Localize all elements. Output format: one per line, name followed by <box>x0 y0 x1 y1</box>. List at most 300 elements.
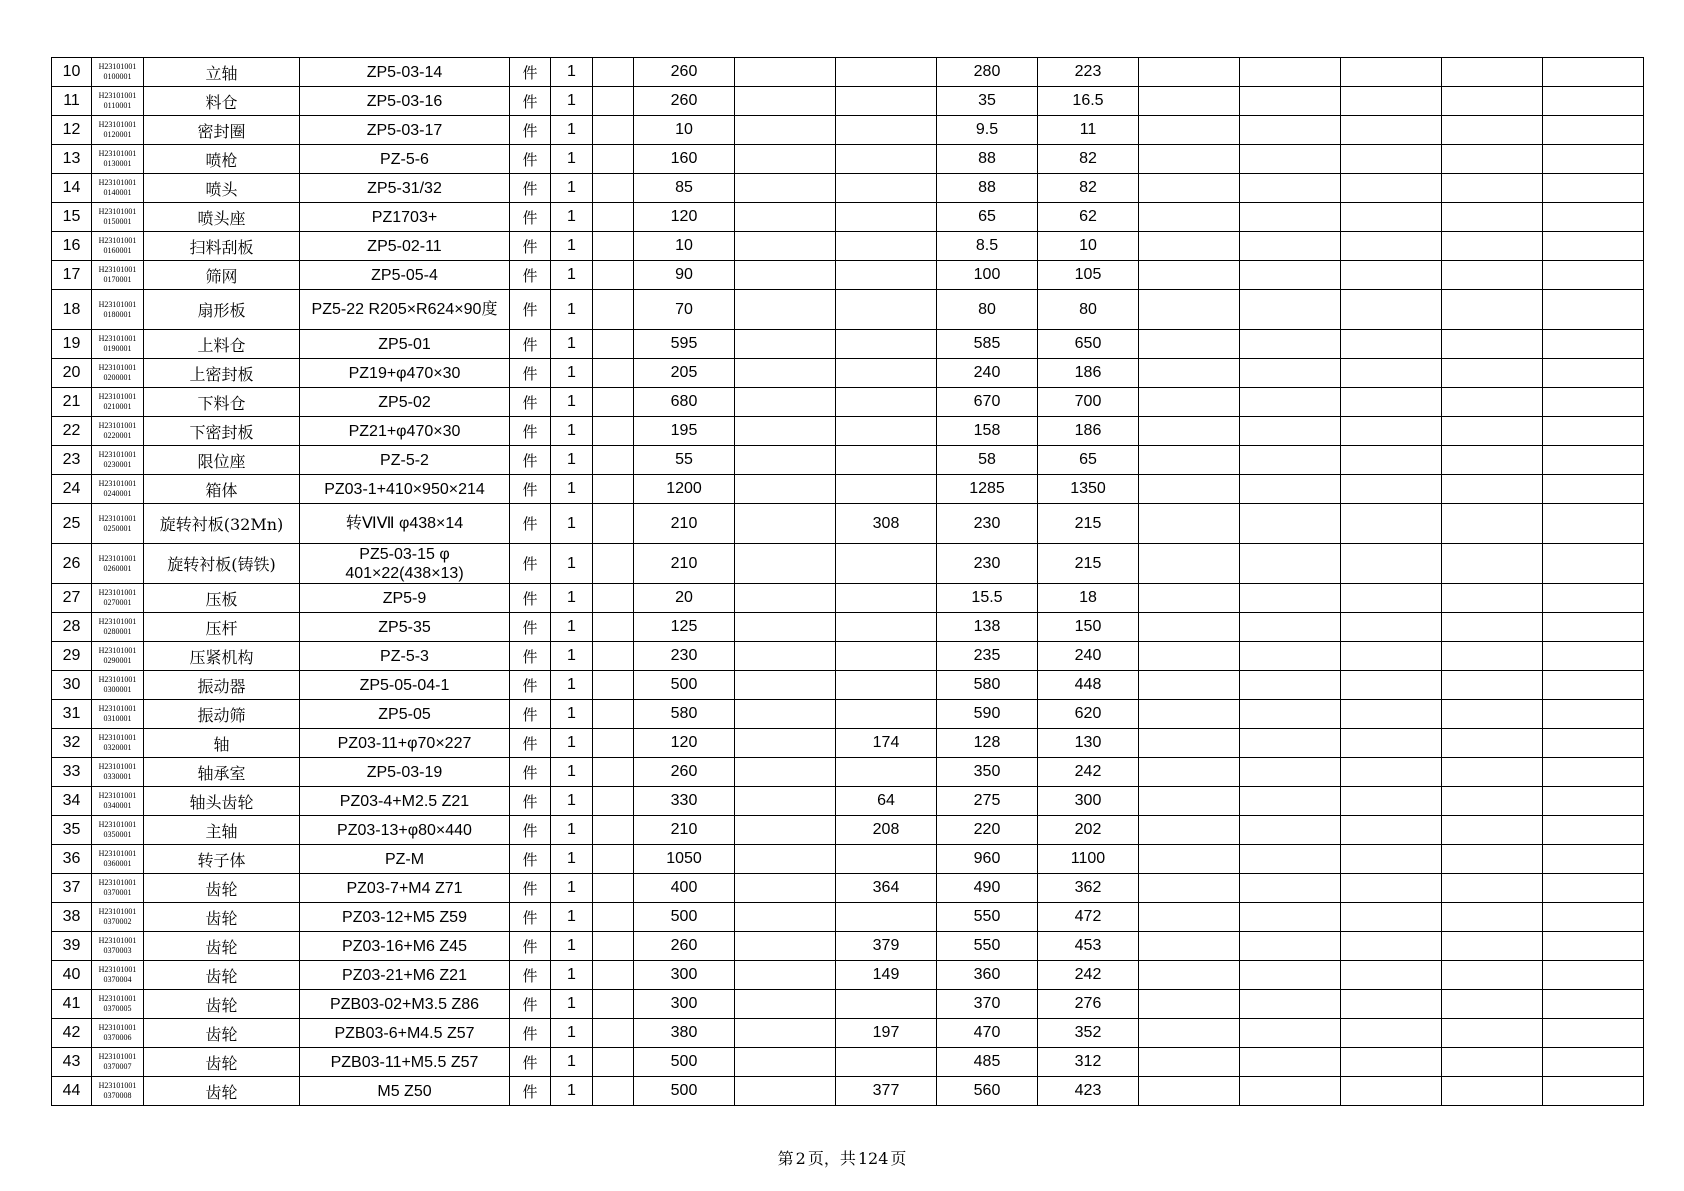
empty-cell <box>1341 961 1442 990</box>
part-spec-cell: PZ03-11+φ70×227 <box>300 729 510 758</box>
empty-cell <box>1442 584 1543 613</box>
part-spec-cell: PZ03-16+M6 Z45 <box>300 932 510 961</box>
col-12-cell: 105 <box>1038 261 1139 290</box>
empty-cell <box>1240 1077 1341 1106</box>
part-spec-cell: ZP5-03-16 <box>300 87 510 116</box>
row-number-cell: 12 <box>52 116 92 145</box>
col-11-cell: 585 <box>937 330 1038 359</box>
empty-cell <box>1240 417 1341 446</box>
empty-cell <box>1240 504 1341 544</box>
quantity-cell: 1 <box>551 758 593 787</box>
empty-cell <box>1442 758 1543 787</box>
unit-cell: 件 <box>510 58 551 87</box>
unit-cell: 件 <box>510 642 551 671</box>
col-12-cell: 700 <box>1038 388 1139 417</box>
empty-cell <box>1240 330 1341 359</box>
empty-cell <box>1139 874 1240 903</box>
col-7-cell <box>593 1019 634 1048</box>
empty-cell <box>1543 903 1644 932</box>
footer-page-number: 2 <box>795 1149 806 1168</box>
part-name-cell: 料仓 <box>144 87 300 116</box>
footer-suffix: 页 <box>890 1149 907 1168</box>
row-number-cell: 13 <box>52 145 92 174</box>
empty-cell <box>1139 174 1240 203</box>
quantity-cell: 1 <box>551 261 593 290</box>
unit-cell: 件 <box>510 874 551 903</box>
empty-cell <box>1543 359 1644 388</box>
quantity-cell: 1 <box>551 446 593 475</box>
row-number-cell: 41 <box>52 990 92 1019</box>
part-spec-cell: PZ21+φ470×30 <box>300 417 510 446</box>
col-10-cell <box>836 758 937 787</box>
col-12-cell: 202 <box>1038 816 1139 845</box>
empty-cell <box>1543 816 1644 845</box>
unit-cell: 件 <box>510 961 551 990</box>
col-8-cell: 300 <box>634 990 735 1019</box>
part-spec-cell: M5 Z50 <box>300 1077 510 1106</box>
empty-cell <box>1240 174 1341 203</box>
part-code-cell: H23101001 0260001 <box>92 544 144 584</box>
empty-cell <box>1543 174 1644 203</box>
col-12-cell: 448 <box>1038 671 1139 700</box>
empty-cell <box>1341 174 1442 203</box>
table-row <box>52 232 1644 261</box>
part-name-cell: 上密封板 <box>144 359 300 388</box>
empty-cell <box>1341 729 1442 758</box>
table-row <box>52 446 1644 475</box>
empty-cell <box>1341 758 1442 787</box>
empty-cell <box>1139 700 1240 729</box>
col-11-cell: 128 <box>937 729 1038 758</box>
col-9-cell <box>735 58 836 87</box>
col-8-cell: 260 <box>634 932 735 961</box>
part-code-cell: H23101001 0130001 <box>92 145 144 174</box>
part-code-cell: H23101001 0110001 <box>92 87 144 116</box>
part-name-cell: 旋转衬板(32Mn) <box>144 504 300 544</box>
part-name-cell: 轴头齿轮 <box>144 787 300 816</box>
empty-cell <box>1543 729 1644 758</box>
empty-cell <box>1543 504 1644 544</box>
table-row <box>52 700 1644 729</box>
col-8-cell: 85 <box>634 174 735 203</box>
empty-cell <box>1240 990 1341 1019</box>
part-code-cell: H23101001 0290001 <box>92 642 144 671</box>
unit-cell: 件 <box>510 145 551 174</box>
col-9-cell <box>735 671 836 700</box>
row-number-cell: 14 <box>52 174 92 203</box>
empty-cell <box>1341 504 1442 544</box>
quantity-cell: 1 <box>551 504 593 544</box>
col-11-cell: 550 <box>937 903 1038 932</box>
empty-cell <box>1341 990 1442 1019</box>
col-10-cell <box>836 446 937 475</box>
empty-cell <box>1240 475 1341 504</box>
part-code-cell: H23101001 0370004 <box>92 961 144 990</box>
quantity-cell: 1 <box>551 845 593 874</box>
col-12-cell: 453 <box>1038 932 1139 961</box>
col-8-cell: 210 <box>634 504 735 544</box>
col-8-cell: 55 <box>634 446 735 475</box>
col-10-cell: 364 <box>836 874 937 903</box>
empty-cell <box>1543 87 1644 116</box>
part-name-cell: 齿轮 <box>144 903 300 932</box>
quantity-cell: 1 <box>551 729 593 758</box>
col-7-cell <box>593 232 634 261</box>
empty-cell <box>1442 475 1543 504</box>
quantity-cell: 1 <box>551 874 593 903</box>
col-12-cell: 300 <box>1038 787 1139 816</box>
empty-cell <box>1442 58 1543 87</box>
col-10-cell <box>836 388 937 417</box>
part-code-cell: H23101001 0370006 <box>92 1019 144 1048</box>
empty-cell <box>1139 232 1240 261</box>
empty-cell <box>1543 290 1644 330</box>
row-number-cell: 42 <box>52 1019 92 1048</box>
empty-cell <box>1442 504 1543 544</box>
col-11-cell: 88 <box>937 174 1038 203</box>
table-row <box>52 475 1644 504</box>
part-code-cell: H23101001 0300001 <box>92 671 144 700</box>
empty-cell <box>1442 87 1543 116</box>
col-10-cell: 379 <box>836 932 937 961</box>
empty-cell <box>1341 145 1442 174</box>
col-9-cell <box>735 446 836 475</box>
empty-cell <box>1442 203 1543 232</box>
unit-cell: 件 <box>510 787 551 816</box>
col-10-cell <box>836 700 937 729</box>
row-number-cell: 40 <box>52 961 92 990</box>
col-10-cell: 208 <box>836 816 937 845</box>
part-spec-cell: PZ03-4+M2.5 Z21 <box>300 787 510 816</box>
empty-cell <box>1139 671 1240 700</box>
col-9-cell <box>735 787 836 816</box>
part-spec-cell: PZ-5-2 <box>300 446 510 475</box>
col-12-cell: 242 <box>1038 961 1139 990</box>
parts-table <box>51 57 1644 1106</box>
col-12-cell: 223 <box>1038 58 1139 87</box>
col-10-cell: 308 <box>836 504 937 544</box>
col-12-cell: 215 <box>1038 544 1139 584</box>
quantity-cell: 1 <box>551 475 593 504</box>
row-number-cell: 39 <box>52 932 92 961</box>
unit-cell: 件 <box>510 330 551 359</box>
part-spec-cell: ZP5-05 <box>300 700 510 729</box>
col-7-cell <box>593 990 634 1019</box>
empty-cell <box>1139 584 1240 613</box>
col-7-cell <box>593 787 634 816</box>
col-12-cell: 276 <box>1038 990 1139 1019</box>
part-code-cell: H23101001 0160001 <box>92 232 144 261</box>
unit-cell: 件 <box>510 903 551 932</box>
unit-cell: 件 <box>510 671 551 700</box>
empty-cell <box>1442 145 1543 174</box>
col-9-cell <box>735 417 836 446</box>
col-11-cell: 88 <box>937 145 1038 174</box>
part-code-cell: H23101001 0140001 <box>92 174 144 203</box>
row-number-cell: 21 <box>52 388 92 417</box>
col-7-cell <box>593 584 634 613</box>
part-name-cell: 喷头 <box>144 174 300 203</box>
unit-cell: 件 <box>510 544 551 584</box>
col-9-cell <box>735 642 836 671</box>
empty-cell <box>1341 787 1442 816</box>
empty-cell <box>1139 845 1240 874</box>
empty-cell <box>1543 388 1644 417</box>
part-name-cell: 压杆 <box>144 613 300 642</box>
col-9-cell <box>735 290 836 330</box>
empty-cell <box>1139 990 1240 1019</box>
col-7-cell <box>593 845 634 874</box>
col-7-cell <box>593 475 634 504</box>
table-row <box>52 145 1644 174</box>
unit-cell: 件 <box>510 261 551 290</box>
empty-cell <box>1543 1048 1644 1077</box>
col-9-cell <box>735 359 836 388</box>
col-9-cell <box>735 475 836 504</box>
part-code-cell: H23101001 0370005 <box>92 990 144 1019</box>
col-9-cell <box>735 87 836 116</box>
part-spec-cell: PZ03-13+φ80×440 <box>300 816 510 845</box>
col-12-cell: 130 <box>1038 729 1139 758</box>
col-10-cell <box>836 87 937 116</box>
col-7-cell <box>593 642 634 671</box>
col-8-cell: 120 <box>634 729 735 758</box>
part-name-cell: 限位座 <box>144 446 300 475</box>
table-row <box>52 758 1644 787</box>
empty-cell <box>1240 758 1341 787</box>
table-row <box>52 174 1644 203</box>
row-number-cell: 44 <box>52 1077 92 1106</box>
unit-cell: 件 <box>510 1077 551 1106</box>
part-code-cell: H23101001 0370002 <box>92 903 144 932</box>
col-8-cell: 125 <box>634 613 735 642</box>
empty-cell <box>1543 417 1644 446</box>
part-spec-cell: PZ03-21+M6 Z21 <box>300 961 510 990</box>
col-11-cell: 58 <box>937 446 1038 475</box>
empty-cell <box>1139 787 1240 816</box>
quantity-cell: 1 <box>551 1048 593 1077</box>
col-11-cell: 350 <box>937 758 1038 787</box>
part-name-cell: 扫料刮板 <box>144 232 300 261</box>
empty-cell <box>1139 961 1240 990</box>
col-10-cell <box>836 544 937 584</box>
quantity-cell: 1 <box>551 613 593 642</box>
table-row <box>52 1048 1644 1077</box>
row-number-cell: 20 <box>52 359 92 388</box>
row-number-cell: 11 <box>52 87 92 116</box>
empty-cell <box>1240 961 1341 990</box>
table-row <box>52 87 1644 116</box>
quantity-cell: 1 <box>551 290 593 330</box>
empty-cell <box>1240 203 1341 232</box>
col-11-cell: 490 <box>937 874 1038 903</box>
col-10-cell <box>836 116 937 145</box>
col-12-cell: 352 <box>1038 1019 1139 1048</box>
part-spec-cell: ZP5-02-11 <box>300 232 510 261</box>
empty-cell <box>1139 388 1240 417</box>
col-12-cell: 150 <box>1038 613 1139 642</box>
col-11-cell: 240 <box>937 359 1038 388</box>
col-9-cell <box>735 990 836 1019</box>
empty-cell <box>1341 417 1442 446</box>
empty-cell <box>1139 504 1240 544</box>
col-10-cell <box>836 359 937 388</box>
col-9-cell <box>735 261 836 290</box>
table-row <box>52 1019 1644 1048</box>
part-name-cell: 下密封板 <box>144 417 300 446</box>
col-11-cell: 8.5 <box>937 232 1038 261</box>
empty-cell <box>1341 290 1442 330</box>
col-12-cell: 423 <box>1038 1077 1139 1106</box>
part-name-cell: 箱体 <box>144 475 300 504</box>
empty-cell <box>1442 642 1543 671</box>
empty-cell <box>1240 584 1341 613</box>
empty-cell <box>1139 758 1240 787</box>
quantity-cell: 1 <box>551 544 593 584</box>
col-10-cell <box>836 203 937 232</box>
empty-cell <box>1139 475 1240 504</box>
empty-cell <box>1240 58 1341 87</box>
col-11-cell: 138 <box>937 613 1038 642</box>
empty-cell <box>1442 700 1543 729</box>
quantity-cell: 1 <box>551 145 593 174</box>
part-code-cell: H23101001 0240001 <box>92 475 144 504</box>
col-7-cell <box>593 203 634 232</box>
part-code-cell: H23101001 0340001 <box>92 787 144 816</box>
quantity-cell: 1 <box>551 174 593 203</box>
empty-cell <box>1442 671 1543 700</box>
col-10-cell <box>836 990 937 1019</box>
empty-cell <box>1341 116 1442 145</box>
row-number-cell: 38 <box>52 903 92 932</box>
part-name-cell: 主轴 <box>144 816 300 845</box>
quantity-cell: 1 <box>551 203 593 232</box>
col-7-cell <box>593 671 634 700</box>
unit-cell: 件 <box>510 584 551 613</box>
part-spec-cell: PZ5-03-15 φ 401×22(438×13) <box>300 544 510 584</box>
col-7-cell <box>593 359 634 388</box>
footer-prefix: 第 <box>777 1149 794 1168</box>
col-8-cell: 595 <box>634 330 735 359</box>
col-8-cell: 210 <box>634 544 735 584</box>
empty-cell <box>1139 330 1240 359</box>
row-number-cell: 29 <box>52 642 92 671</box>
empty-cell <box>1442 261 1543 290</box>
col-9-cell <box>735 613 836 642</box>
part-name-cell: 齿轮 <box>144 961 300 990</box>
part-code-cell: H23101001 0330001 <box>92 758 144 787</box>
col-10-cell: 377 <box>836 1077 937 1106</box>
empty-cell <box>1240 671 1341 700</box>
empty-cell <box>1543 1077 1644 1106</box>
empty-cell <box>1240 874 1341 903</box>
part-spec-cell: ZP5-02 <box>300 388 510 417</box>
quantity-cell: 1 <box>551 816 593 845</box>
col-11-cell: 80 <box>937 290 1038 330</box>
part-name-cell: 喷头座 <box>144 203 300 232</box>
col-10-cell <box>836 613 937 642</box>
unit-cell: 件 <box>510 700 551 729</box>
col-7-cell <box>593 544 634 584</box>
col-12-cell: 82 <box>1038 174 1139 203</box>
row-number-cell: 22 <box>52 417 92 446</box>
col-12-cell: 650 <box>1038 330 1139 359</box>
col-7-cell <box>593 87 634 116</box>
quantity-cell: 1 <box>551 671 593 700</box>
empty-cell <box>1543 475 1644 504</box>
quantity-cell: 1 <box>551 232 593 261</box>
footer-mid: 页，共 <box>807 1149 856 1168</box>
empty-cell <box>1341 232 1442 261</box>
table-row <box>52 787 1644 816</box>
row-number-cell: 24 <box>52 475 92 504</box>
col-12-cell: 11 <box>1038 116 1139 145</box>
col-9-cell <box>735 174 836 203</box>
part-name-cell: 振动器 <box>144 671 300 700</box>
col-11-cell: 35 <box>937 87 1038 116</box>
col-9-cell <box>735 584 836 613</box>
part-name-cell: 齿轮 <box>144 990 300 1019</box>
part-code-cell: H23101001 0280001 <box>92 613 144 642</box>
col-10-cell <box>836 417 937 446</box>
empty-cell <box>1543 613 1644 642</box>
unit-cell: 件 <box>510 417 551 446</box>
part-name-cell: 压紧机构 <box>144 642 300 671</box>
row-number-cell: 32 <box>52 729 92 758</box>
part-spec-cell: PZ-M <box>300 845 510 874</box>
footer-total-pages: 124 <box>857 1149 889 1168</box>
table-row <box>52 613 1644 642</box>
part-spec-cell: PZB03-02+M3.5 Z86 <box>300 990 510 1019</box>
col-10-cell <box>836 145 937 174</box>
col-12-cell: 620 <box>1038 700 1139 729</box>
empty-cell <box>1543 990 1644 1019</box>
part-name-cell: 下料仓 <box>144 388 300 417</box>
part-code-cell: H23101001 0100001 <box>92 58 144 87</box>
table-row <box>52 932 1644 961</box>
empty-cell <box>1442 932 1543 961</box>
part-spec-cell: PZ-5-3 <box>300 642 510 671</box>
empty-cell <box>1139 903 1240 932</box>
col-8-cell: 260 <box>634 758 735 787</box>
quantity-cell: 1 <box>551 388 593 417</box>
empty-cell <box>1341 388 1442 417</box>
part-code-cell: H23101001 0210001 <box>92 388 144 417</box>
empty-cell <box>1139 261 1240 290</box>
unit-cell: 件 <box>510 203 551 232</box>
col-9-cell <box>735 816 836 845</box>
col-8-cell: 300 <box>634 961 735 990</box>
row-number-cell: 27 <box>52 584 92 613</box>
col-8-cell: 160 <box>634 145 735 174</box>
part-spec-cell: ZP5-05-04-1 <box>300 671 510 700</box>
col-12-cell: 1100 <box>1038 845 1139 874</box>
row-number-cell: 28 <box>52 613 92 642</box>
part-spec-cell: PZ-5-6 <box>300 145 510 174</box>
empty-cell <box>1341 261 1442 290</box>
unit-cell: 件 <box>510 1048 551 1077</box>
col-9-cell <box>735 758 836 787</box>
table-row <box>52 116 1644 145</box>
empty-cell <box>1442 544 1543 584</box>
unit-cell: 件 <box>510 290 551 330</box>
unit-cell: 件 <box>510 388 551 417</box>
empty-cell <box>1543 671 1644 700</box>
part-code-cell: H23101001 0320001 <box>92 729 144 758</box>
part-name-cell: 上料仓 <box>144 330 300 359</box>
col-7-cell <box>593 174 634 203</box>
empty-cell <box>1543 642 1644 671</box>
